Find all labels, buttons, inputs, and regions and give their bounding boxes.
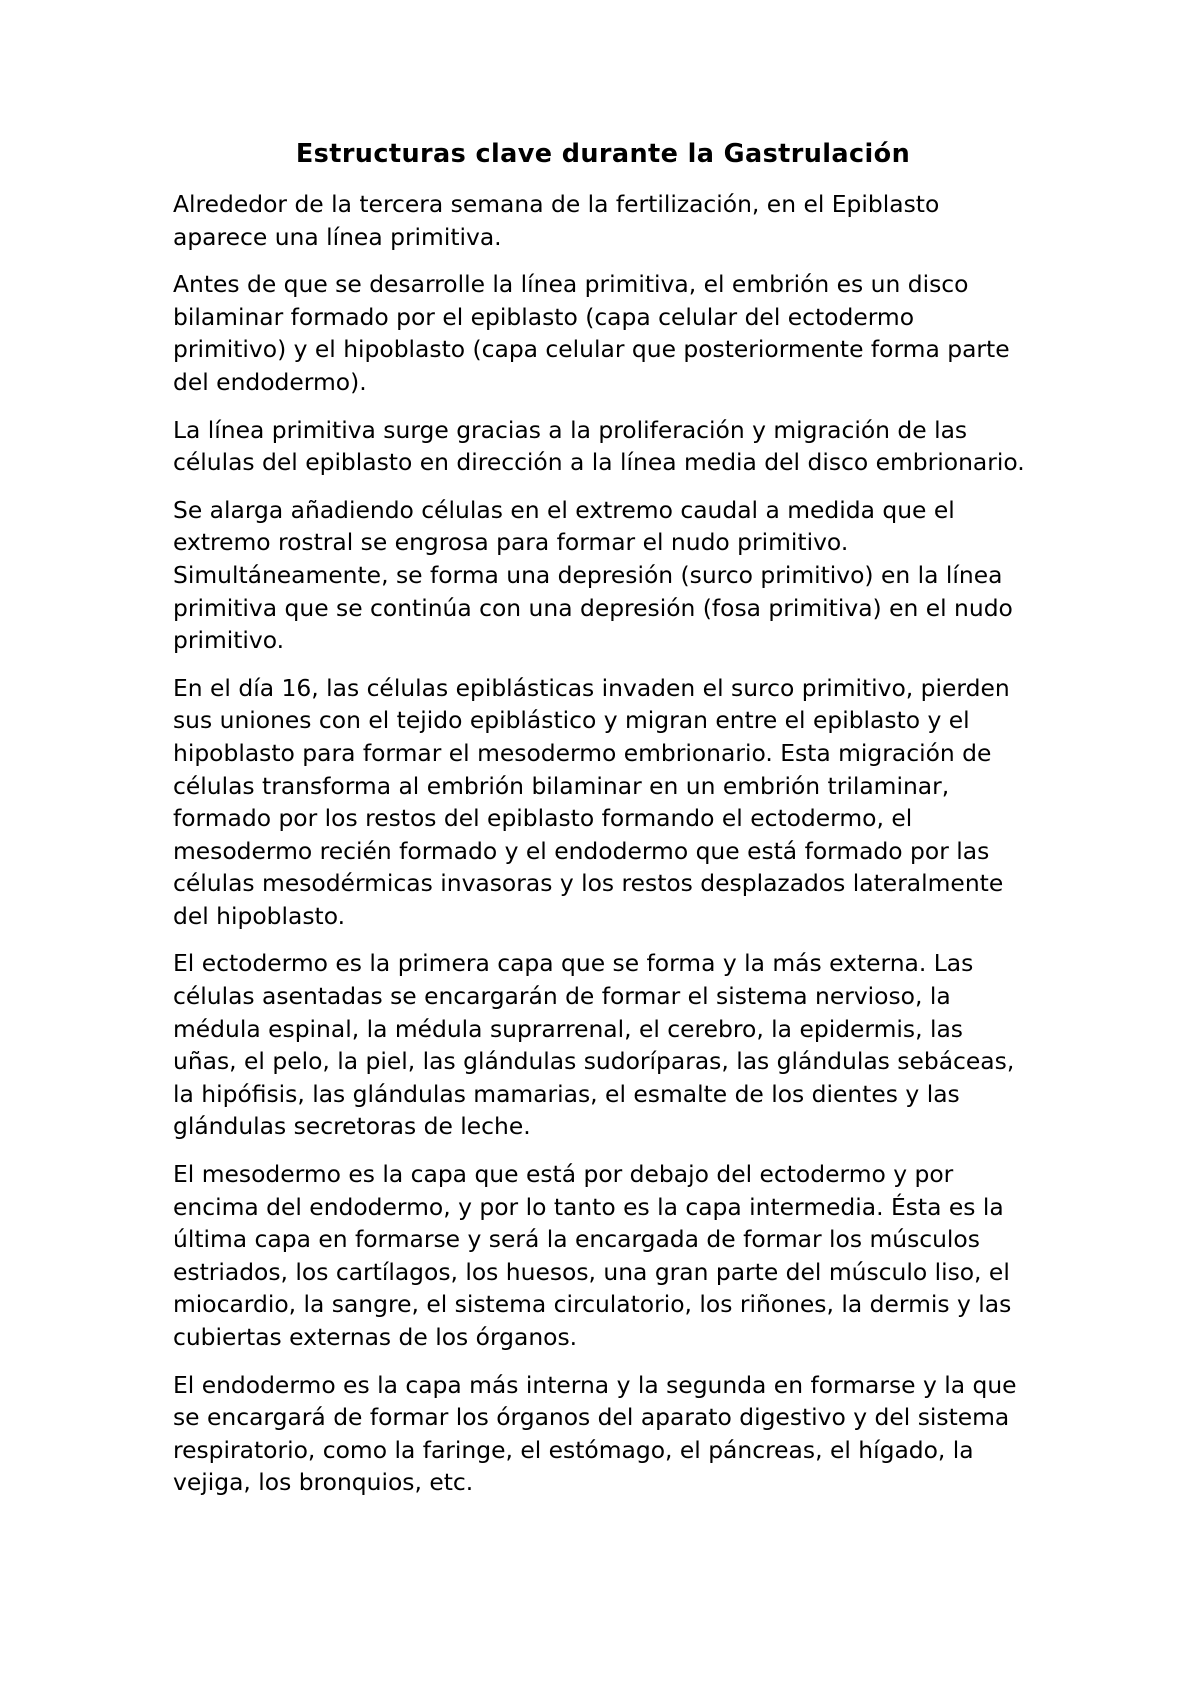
paragraph-8: El endodermo es la capa más interna y la segunda en formarse y la que se encargará de formar los órganos del aparato digestivo y del sistema respiratorio, como la faringe, el estómago, el páncreas, el hígado, la vejiga, los bronquios, etc. [173, 1370, 1017, 1497]
paragraph-4: Se alarga añadiendo células en el extremo caudal a medida que el extremo rostral se engrosa para formar el nudo primitivo. Simultáneamente, se forma una depresión (surco primitivo) en la línea primitiva que se continúa con una depresión (fosa primitiva) en el nudo primitivo. [173, 495, 1013, 655]
paragraph-2: Antes de que se desarrolle la línea primitiva, el embrión es un disco bilaminar formado por el epiblasto (capa celular del ectodermo primitivo) y el hipoblasto (capa celular que posteriormente forma parte del endodermo). [173, 270, 1010, 396]
paragraph-7: El mesodermo es la capa que está por debajo del ectodermo y por encima del endodermo, y por lo tanto es la capa intermedia. Ésta es la última capa en formarse y será la encargada de formar los músculos estriados, los cartílagos, los huesos, una gran parte del músculo liso, el miocardio, la sangre, el sistema circulatorio, los riñones, la dermis y las cubiertas externas de los órganos. [173, 1160, 1012, 1351]
paragraph-5: En el día 16, las células epiblásticas invaden el surco primitivo, pierden sus uniones con el tejido epiblástico y migran entre el epiblasto y el hipoblasto para formar el mesodermo embrionario. Esta migración de células transforma al embrión bilaminar en un embrión trilaminar, formado por los restos del epiblasto formando el ectodermo, el mesodermo recién formado y el endodermo que está formado por las células mesodérmicas invasoras y los restos desplazados lateralmente del hipoblasto. [173, 673, 1010, 930]
document-title: Estructuras clave durante la Gastrulación [295, 139, 911, 169]
document-page [173, 138, 1033, 1514]
paragraph-6: El ectodermo es la primera capa que se forma y la más externa. Las células asentadas se encargarán de formar el sistema nervioso, la médula espinal, la médula suprarrenal, el cerebro, la epidermis, las uñas, el pelo, la piel, las glándulas sudoríparas, las glándulas sebáceas, la hipófisis, las glándulas mamarias, el esmalte de los dientes y las glándulas secretoras de leche. [173, 949, 1015, 1141]
paragraph-3: La línea primitiva surge gracias a la proliferación y migración de las células del epiblasto en dirección a la línea media del disco embrionario. [173, 415, 1025, 477]
paragraph-1: Alrededor de la tercera semana de la fertilización, en el Epiblasto aparece una línea primitiva. [173, 190, 940, 251]
